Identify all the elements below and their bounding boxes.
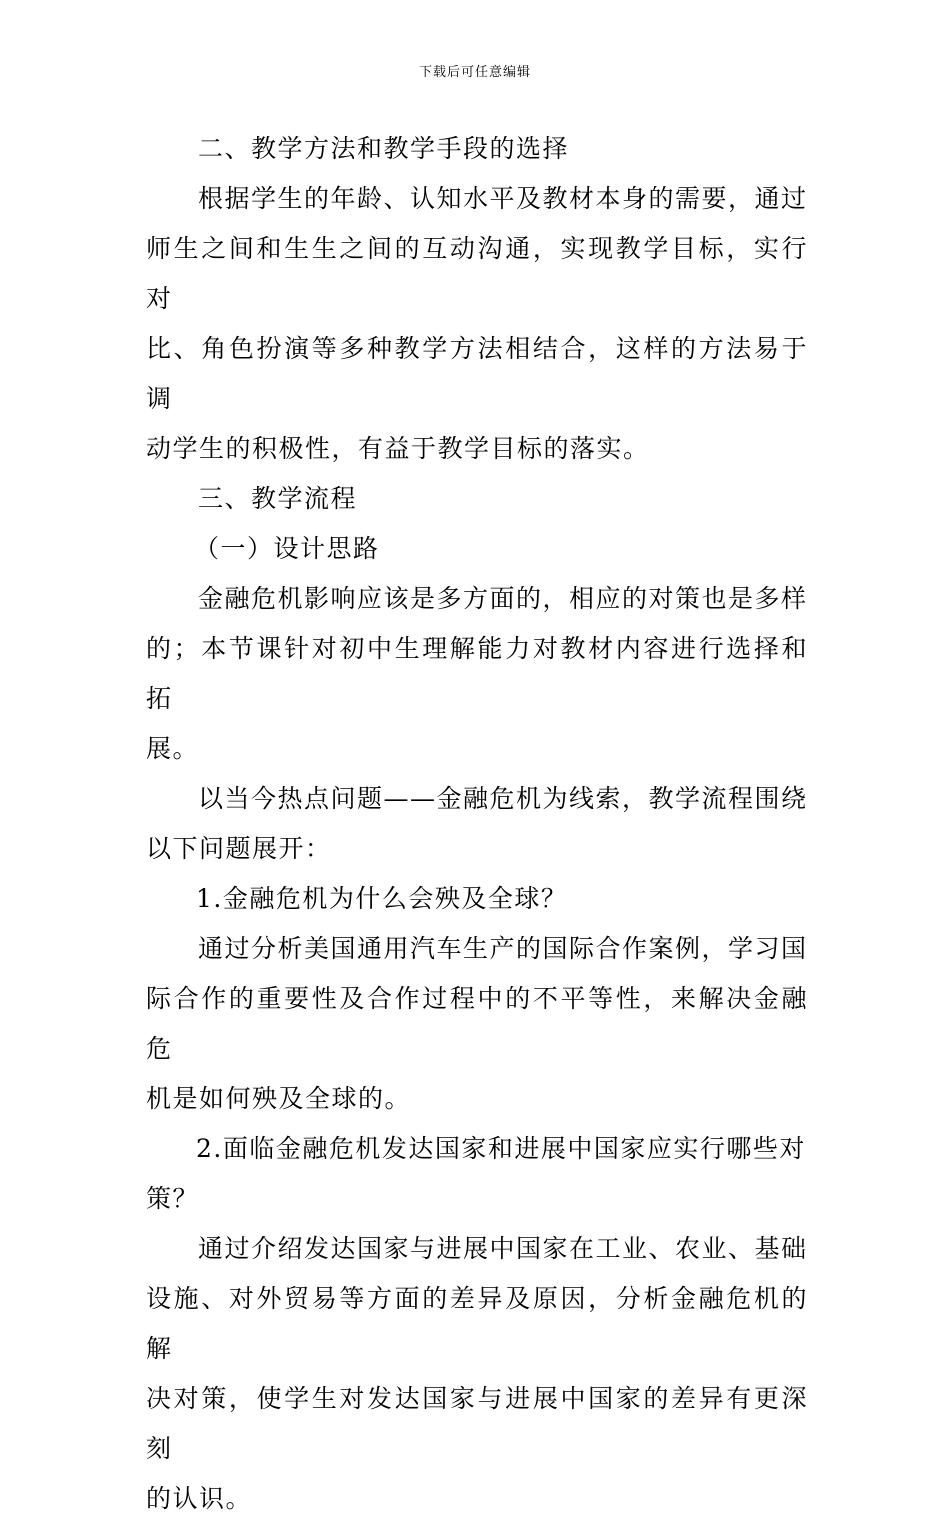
paragraph-line: 通过分析美国通用汽车生产的国际合作案例，学习国 bbox=[198, 934, 808, 963]
paragraph-hotspot bbox=[146, 774, 808, 874]
paragraph-line: 设施、对外贸易等方面的差异及原因，分析金融危机的解 bbox=[146, 1284, 808, 1363]
paragraph-line: 策？ bbox=[146, 1184, 200, 1213]
document-body bbox=[146, 124, 808, 1524]
paragraph-line: 机是如何殃及全球的。 bbox=[146, 1084, 412, 1113]
subsection-heading-design: （一）设计思路 bbox=[194, 534, 380, 563]
page-header-note: 下载后可任意编辑 bbox=[418, 65, 531, 80]
paragraph-line: 以当今热点问题——金融危机为线索，教学流程围绕 bbox=[198, 784, 808, 813]
question-2 bbox=[146, 1124, 808, 1224]
paragraph-line: 根据学生的年龄、认知水平及教材本身的需要，通过 bbox=[198, 184, 808, 213]
paragraph-line: 比、角色扮演等多种教学方法相结合，这样的方法易于调 bbox=[146, 334, 808, 413]
paragraph-line: 展。 bbox=[146, 734, 200, 763]
section-heading-methods: 二、教学方法和教学手段的选择 bbox=[198, 134, 570, 163]
answer-2 bbox=[146, 1224, 808, 1524]
question-1: 1.金融危机为什么会殃及全球？ bbox=[196, 884, 568, 913]
section-heading-process: 三、教学流程 bbox=[198, 484, 358, 513]
paragraph-line: 决对策，使学生对发达国家与进展中国家的差异有更深刻 bbox=[146, 1384, 808, 1463]
paragraph-design bbox=[146, 574, 808, 774]
paragraph-line: 通过介绍发达国家与进展中国家在工业、农业、基础 bbox=[198, 1234, 808, 1263]
paragraph-line: 金融危机影响应该是多方面的，相应的对策也是多样 bbox=[198, 584, 808, 613]
paragraph-line: 2.面临金融危机发达国家和进展中国家应实行哪些对 bbox=[196, 1134, 806, 1163]
paragraph-methods bbox=[146, 174, 808, 474]
paragraph-line: 的认识。 bbox=[146, 1484, 253, 1513]
paragraph-line: 以下问题展开： bbox=[146, 834, 332, 863]
paragraph-line: 际合作的重要性及合作过程中的不平等性，来解决金融危 bbox=[146, 984, 808, 1063]
paragraph-line: 师生之间和生生之间的互动沟通，实现教学目标，实行对 bbox=[146, 234, 808, 313]
answer-1 bbox=[146, 924, 808, 1124]
paragraph-line: 的；本节课针对初中生理解能力对教材内容进行选择和拓 bbox=[146, 634, 808, 713]
paragraph-line: 动学生的积极性，有益于教学目标的落实。 bbox=[146, 434, 650, 463]
